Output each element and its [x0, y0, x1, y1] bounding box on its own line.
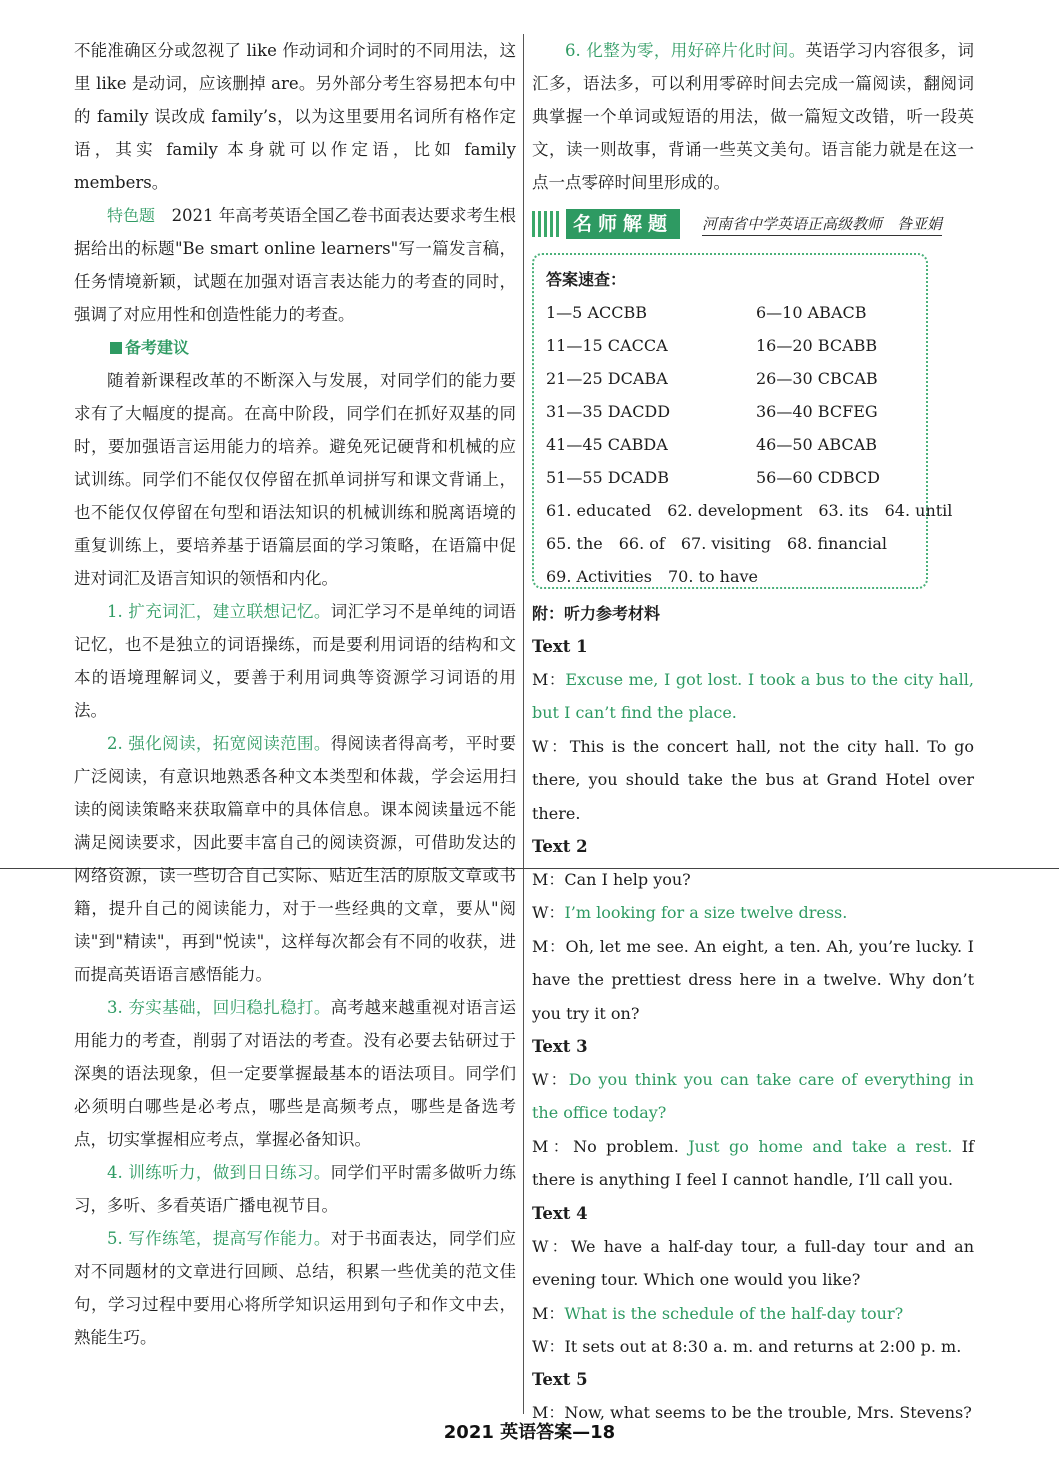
dialogue-text: If there is anything I feel I cannot handle, I’ll call you. [532, 1136, 975, 1190]
dialogue-text: Just go home and take a rest. [688, 1136, 953, 1156]
answer-cell: 16—20 BCABB [756, 336, 878, 355]
text-heading: Text 3 [532, 1037, 588, 1057]
answer-row [546, 428, 926, 461]
answer-cell: 41—45 CABDA [546, 435, 668, 454]
text-heading: Text 2 [532, 837, 588, 857]
tip-paragraph [74, 595, 516, 727]
speaker-label: M： [532, 1303, 565, 1323]
paragraph: 随着新课程改革的不断深入与发展，对同学们的能力要求有了大幅度的提高。在高中阶段，同学们在抓好双基的同时，要加强语言运用能力的培养。避免死记硬背和机械的应试训练。同学们不能仅仅停留在抓单词拼写和课文背诵上，也不能仅仅停留在句型和语法知识的机械训练和脱离语境的重复训练上，要培养基于语篇层面的学习策略，在语篇中促进对词汇及语言知识的领悟和内化。 [74, 371, 516, 588]
speaker-label: M： [532, 936, 566, 956]
answer-row [546, 362, 926, 395]
answer-row [546, 461, 926, 494]
answer-title: 答案速查： [546, 270, 627, 289]
tip-heading: 3. 夯实基础，回归稳扎稳打。 [107, 998, 331, 1017]
text-heading: Text 4 [532, 1203, 588, 1223]
feature-text: 2021 年高考英语全国乙卷书面表达要求考生根据给出的标题"Be smart online learners"写一篇发言稿，任务情境新颖，试题在加强对语言表达能力的考查的同时，强调了对应用性和创造性能力的考查。 [74, 206, 516, 324]
tip-heading: 4. 训练听力，做到日日练习。 [107, 1163, 331, 1182]
dialogue-line [532, 930, 974, 1030]
dialogue-line [532, 1297, 974, 1330]
teacher-credit: 河南省中学英语正高级教师 昝亚娟 [702, 213, 942, 236]
answer-cell: 68. financial [786, 534, 888, 553]
speaker-label: M： [532, 1403, 565, 1423]
answer-cell: 11—15 CACCA [546, 336, 668, 355]
answer-fill [546, 494, 953, 593]
answer-fill-row [546, 527, 926, 560]
dialogue-line [532, 1230, 974, 1297]
tip-heading: 1. 扩充词汇，建立联想记忆。 [107, 602, 331, 621]
answer-cell: 61. educated [546, 501, 652, 520]
tip-heading: 6. 化整为零，用好碎片化时间。 [565, 41, 806, 60]
dialogue-text: Now, what seems to be the trouble, Mrs. Stevens? [564, 1403, 972, 1423]
dialogue-line [532, 1130, 974, 1197]
feature-label: 特色题 [107, 206, 156, 225]
square-bullet-icon [110, 342, 122, 354]
tip-paragraph [532, 34, 974, 199]
answer-cell: 51—55 DCADB [546, 468, 670, 487]
answer-cell: 6—10 ABACB [756, 303, 867, 322]
left-column [74, 34, 516, 1354]
dialogue-line [532, 730, 974, 830]
answer-row [546, 296, 926, 329]
speaker-label: M： [532, 870, 565, 890]
section-badge: 名师解题 [566, 209, 680, 239]
tip-body: 得阅读者得高考，平时要广泛阅读，有意识地熟悉各种文本类型和体裁，学会运用扫读的阅读策略来获取篇章中的具体信息。课本阅读量远不能满足阅读要求，因此要丰富自己的阅读资源，可借助发达的网络资源，读一些切合自己实际、贴近生活的原版文章或书籍，提升自己的阅读能力，对于一些经典的文章，要从"阅读"到"精读"，再到"悦读"，这样每次都会有不同的收获，进而提高英语语言感悟能力。 [74, 734, 516, 984]
speaker-label: W： [532, 1236, 571, 1256]
answer-rows [546, 296, 926, 494]
tip-paragraph [74, 1222, 516, 1354]
tip-heading: 2. 强化阅读，拓宽阅读范围。 [107, 734, 331, 753]
dialogue-line [532, 863, 974, 896]
dialogue-line [532, 1330, 974, 1363]
tip-paragraph [74, 1156, 516, 1222]
answer-box [532, 253, 953, 589]
answer-cell: 36—40 BCFEG [756, 402, 878, 421]
speaker-label: M： [532, 1136, 574, 1156]
tip-body: 英语学习内容很多，词汇多，语法多，可以利用零碎时间去完成一篇阅读，翻阅词典掌握一个单词或短语的用法，做一篇短文改错，听一段英文，读一则故事，背诵一些英文美句。语言能力就是在这一点一点零碎时间里形成的。 [532, 41, 974, 192]
stripe-decoration [532, 211, 562, 237]
right-column [532, 34, 974, 1430]
teacher-banner [532, 205, 974, 245]
speaker-label: W： [532, 903, 565, 923]
section-title: 备考建议 [74, 331, 516, 364]
tip-body: 同学们平时需多做听力练习，多听、多看英语广播电视节目。 [74, 1163, 516, 1215]
tip-paragraph [74, 727, 516, 991]
answer-cell: 66. of [618, 534, 665, 553]
dialogue-line [532, 663, 974, 730]
dialogue-text: Oh, let me see. An eight, a ten. Ah, you’re lucky. I have the prettiest dress here in a twelve. Why don’t you try it on? [532, 936, 975, 1023]
answer-cell: 31—35 DACDD [546, 402, 671, 421]
dialogue-text: We have a half-day tour, a full-day tour and an evening tour. Which one would you like? [532, 1236, 975, 1290]
tip-paragraph [74, 991, 516, 1156]
answer-cell: 69. Activities [546, 567, 652, 586]
speaker-label: W： [532, 736, 570, 756]
dialogue-text: Excuse me, I got lost. I took a bus to the city hall, but I can’t find the place. [532, 670, 974, 723]
dialogue-text: It sets out at 8:30 a. m. and returns at 2:00 p. m. [564, 1336, 962, 1356]
dialogue-text: Do you think you can take care of everything in the office today? [532, 1070, 974, 1123]
answer-fill-row [546, 560, 926, 593]
speaker-label: W： [532, 1336, 565, 1356]
dialogue-text: No problem. [573, 1136, 689, 1156]
tip-heading: 5. 写作练笔，提高写作能力。 [107, 1229, 331, 1248]
dialogue-text: I’m looking for a size twelve dress. [564, 903, 848, 923]
listening-texts [532, 630, 974, 1430]
text-heading: Text 1 [532, 637, 588, 656]
speaker-label: W： [532, 1070, 569, 1090]
answer-cell: 70. to have [667, 567, 759, 586]
speaker-label: M： [532, 670, 566, 689]
column-divider [523, 34, 524, 1414]
dialogue-text: This is the concert hall, not the city hall. To go there, you should take the bus at Grand Hotel over there. [532, 736, 974, 823]
answer-cell: 56—60 CDBCD [756, 468, 880, 487]
feature-paragraph [74, 199, 516, 331]
answer-row [546, 395, 926, 428]
tip-body: 高考越来越重视对语言运用能力的考查，削弱了对语法的考查。没有必要去钻研过于深奥的语法现象，但一定要掌握最基本的语法项目。同学们必须明白哪些是必考点，哪些是高频考点，哪些是备选考点，切实掌握相应考点，掌握必备知识。 [74, 998, 516, 1149]
dialogue-line [532, 896, 974, 929]
tip-body: 对于书面表达，同学们应对不同题材的文章进行回顾、总结，积累一些优美的范文佳句，学习过程中要用心将所学知识运用到句子和作文中去，熟能生巧。 [74, 1229, 516, 1347]
dialogue-line [532, 1063, 974, 1130]
answer-cell: 63. its [818, 501, 869, 520]
answer-cell: 46—50 ABCAB [756, 435, 877, 454]
answer-row [546, 329, 926, 362]
dialogue-text: Can I help you? [564, 870, 691, 890]
answer-cell: 26—30 CBCAB [756, 369, 878, 388]
answer-cell: 65. the [546, 534, 603, 553]
answer-cell: 62. development [667, 501, 803, 520]
answer-cell: 67. visiting [680, 534, 771, 553]
appendix-title: 附：听力参考材料 [532, 604, 661, 623]
dialogue-text: What is the schedule of the half-day tour? [564, 1303, 904, 1323]
answer-cell: 21—25 DCABA [546, 369, 668, 388]
answer-cell: 64. until [884, 501, 953, 520]
answer-cell: 1—5 ACCBB [546, 303, 647, 322]
text-heading: Text 5 [532, 1370, 588, 1390]
paragraph: 不能准确区分或忽视了 like 作动词和介词时的不同用法，这里 like 是动词，应该删掉 are。另外部分考生容易把本句中的 family 误改成 family’s，以为这里要用名词所有格作定语，其实 family 本身就可以作定语，比如 family members。 [74, 41, 516, 192]
tip-body: 词汇学习不是单纯的词语记忆，也不是独立的词语操练，而是要利用词语的结构和文本的语境理解词义，要善于利用词典等资源学习词语的用法。 [74, 602, 516, 720]
page-footer: 2021 英语答案—18 [443, 1422, 616, 1443]
answer-fill-row [546, 494, 953, 527]
